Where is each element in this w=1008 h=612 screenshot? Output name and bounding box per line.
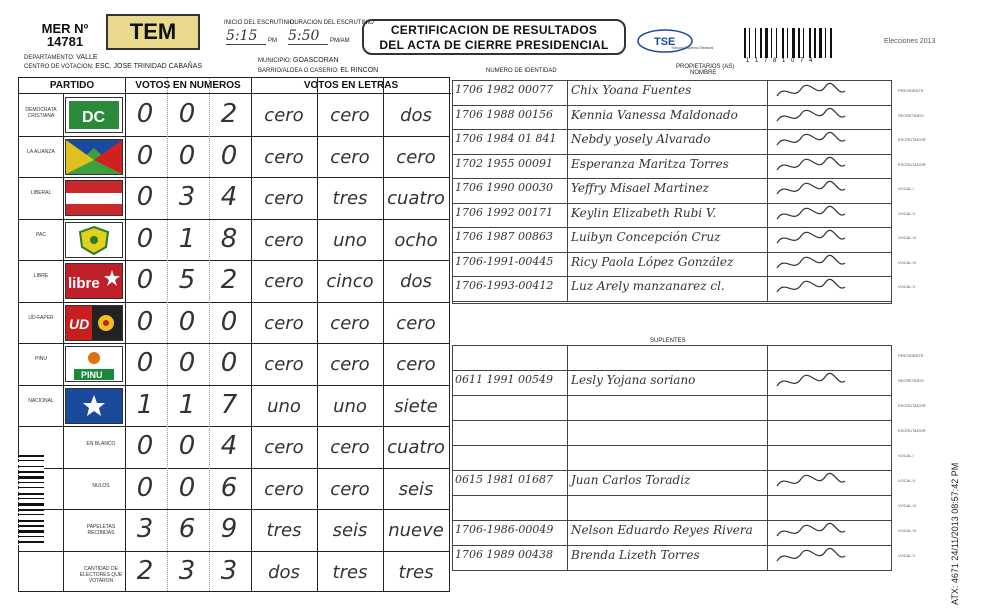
vote-word: cero — [264, 271, 304, 292]
pinu-logo — [65, 346, 123, 382]
vote-word: cero — [264, 478, 304, 500]
vote-digit: 0 — [136, 182, 154, 212]
col-name-header: NOMBRE — [690, 70, 717, 76]
signature — [771, 155, 851, 176]
party-name: LIBRE — [33, 273, 49, 279]
member-id: 0611 1991 00549 — [455, 373, 553, 386]
member-id: 0615 1981 01687 — [455, 473, 553, 486]
member-name: Juan Carlos Toradiz — [571, 473, 691, 487]
row-label: CANTIDAD DE ELECTORES QUE VOTARON — [79, 565, 123, 584]
vote-digit: 0 — [136, 306, 154, 337]
member-id: 1702 1955 00091 — [455, 156, 553, 170]
vote-word: cero — [330, 146, 370, 168]
party-name: DEMOCRATA CRISTIANA — [25, 107, 57, 119]
vote-digit: 9 — [220, 514, 238, 544]
vote-word: dos — [400, 105, 432, 126]
col-prop-header: PROPIETARIOS (AS) — [676, 64, 735, 70]
members-table — [452, 80, 892, 304]
member-role: ESCRUTADOR — [898, 161, 926, 167]
col-letras-header: VOTOS EN LETRAS — [251, 78, 451, 94]
vote-digit: 1 — [178, 389, 196, 420]
party-name: PAC — [36, 231, 46, 238]
vote-word: cuatro — [387, 188, 445, 209]
member-row — [453, 155, 891, 180]
tse-logo — [636, 28, 714, 54]
member-role: VOCAL III — [898, 503, 916, 508]
member-role: ESCRUTADOR — [898, 428, 926, 433]
vote-digit: 3 — [178, 555, 196, 586]
vote-word: ocho — [394, 229, 438, 251]
vote-digit: 0 — [178, 431, 196, 461]
ud-logo — [65, 305, 123, 341]
col-numeros-header: VOTOS EN NUMEROS — [125, 78, 251, 94]
member-role: VOCAL III — [898, 235, 916, 240]
party-name: LA ALIANZA — [27, 148, 55, 155]
member-name: Luibyn Concepción Cruz — [571, 230, 721, 244]
member-role: VOCAL II — [898, 478, 915, 483]
member-row — [453, 253, 891, 278]
member-name: Lesly Yojana soriano — [571, 373, 696, 387]
member-name: Yeffry Misael Martinez — [571, 181, 709, 195]
member-role: VOCAL I — [898, 186, 914, 191]
vote-digit: 2 — [220, 99, 238, 129]
signature — [771, 81, 851, 102]
vote-digit: 5 — [178, 265, 196, 295]
alianza-logo — [65, 139, 123, 175]
vote-word: siete — [394, 395, 438, 417]
municipio-row: MUNICIPIO: GOASCORAN — [258, 57, 339, 64]
time-start-ampm: PM — [268, 38, 277, 44]
liberal-logo — [65, 180, 123, 216]
vote-digit: 0 — [178, 472, 196, 503]
member-row — [453, 521, 891, 546]
vote-digit: 0 — [136, 348, 154, 378]
svg-text:Tribunal Supremo Electoral: Tribunal Supremo Electoral — [671, 46, 714, 50]
member-id: 1706-1991-00445 — [455, 254, 554, 268]
member-name: Kennia Vanessa Maldonado — [571, 107, 738, 122]
vote-word: cero — [330, 312, 370, 334]
suplentes-label: SUPLENTES — [650, 338, 686, 344]
vote-word: cero — [330, 354, 370, 375]
vote-word: uno — [333, 395, 367, 417]
vote-word: tres — [266, 520, 302, 541]
member-role: PRESIDENTE — [898, 353, 924, 358]
vote-digit: 0 — [136, 431, 154, 461]
vote-digit: 0 — [220, 306, 238, 337]
member-id: 1706 1984 01 841 — [455, 132, 557, 145]
vote-digit: 4 — [220, 182, 238, 212]
elecciones-logo: Elecciones 2013 — [884, 38, 936, 45]
member-row — [453, 546, 891, 571]
member-row — [453, 371, 891, 396]
vote-digit: 1 — [178, 223, 196, 254]
vote-digit: 2 — [220, 265, 238, 295]
inicio-label: INICIO DEL ESCRUTINIO: — [224, 20, 296, 26]
signature — [771, 371, 851, 392]
vote-word: cinco — [326, 271, 374, 292]
member-id: 1706 1989 00438 — [455, 548, 553, 561]
member-role: VOCAL IV — [898, 528, 917, 533]
vote-word: dos — [268, 561, 300, 583]
member-name: Keylin Elizabeth Rubi V. — [571, 205, 717, 220]
member-row — [453, 277, 891, 302]
vote-word: dos — [400, 271, 432, 292]
member-id: 1706-1986-00049 — [455, 523, 554, 536]
libre-logo — [65, 263, 123, 299]
svg-text:DC: DC — [82, 109, 106, 126]
svg-text:libre: libre — [68, 275, 100, 292]
vote-digit: 1 — [136, 389, 154, 420]
vote-digit: 0 — [136, 265, 154, 295]
side-barcode — [18, 455, 44, 575]
vote-word: cuatro — [387, 437, 445, 458]
barcode-number: 1 1 7 8 1 0 7 4 — [746, 58, 815, 64]
member-id: 1706 1982 00077 — [455, 83, 553, 96]
member-row — [453, 106, 891, 131]
vote-word: seis — [332, 520, 368, 541]
tem-badge: TEM — [106, 14, 200, 50]
row-label: EN BLANCO — [86, 441, 116, 447]
vote-word: tres — [332, 188, 368, 209]
results-table — [18, 77, 450, 592]
vote-word: uno — [267, 395, 301, 417]
vote-word: tres — [398, 561, 434, 583]
member-row — [453, 346, 891, 371]
member-name: Brenda Lizeth Torres — [571, 548, 700, 562]
vote-digit: 0 — [178, 99, 196, 129]
vote-digit: 6 — [220, 472, 238, 503]
svg-text:TSE: TSE — [654, 36, 676, 48]
member-name: Ricy Paola López González — [571, 254, 734, 269]
mer-label: MER Nº 14781 — [30, 22, 100, 48]
mer-number: 14781 — [46, 34, 84, 49]
barrio-row: BARRIO/ALDEA O CASERIO: EL RINCON — [258, 67, 379, 74]
timestamp-stamp: ATX: 4671 24/11/2013 08:57:42 PM — [950, 462, 960, 605]
vote-digit: 0 — [178, 348, 196, 378]
vote-word: cero — [396, 146, 436, 168]
member-row — [453, 179, 891, 204]
vote-word: cero — [264, 229, 304, 251]
vote-word: tres — [332, 561, 368, 583]
vote-word: cero — [264, 354, 304, 375]
party-name: NACIONAL — [28, 397, 54, 404]
document-title: CERTIFICACION DE RESULTADOS DEL ACTA DE CIERRE PRESIDENCIAL — [362, 19, 626, 55]
member-name: Nebdy yosely Alvarado — [571, 132, 711, 146]
signature — [771, 179, 851, 200]
vote-word: cero — [264, 312, 304, 334]
member-role: VOCAL V — [898, 553, 916, 558]
vote-digit: 3 — [178, 182, 196, 212]
signature — [771, 130, 851, 151]
time-end: 5:50 — [288, 28, 328, 45]
member-row — [453, 471, 891, 496]
vote-word: cero — [396, 354, 436, 375]
vote-digit: 3 — [136, 514, 154, 544]
vote-word: cero — [330, 478, 370, 500]
vote-word: cero — [264, 188, 304, 209]
vote-word: cero — [396, 312, 436, 334]
row-label: PAPELETAS RECIBIDAS — [86, 524, 116, 536]
member-row — [453, 421, 891, 446]
member-role: SECRETARIO — [898, 378, 924, 383]
vote-digit: 0 — [136, 472, 154, 503]
member-name: Nelson Eduardo Reyes Rivera — [571, 523, 753, 537]
vote-word: cero — [330, 105, 370, 126]
member-role: VOCAL V — [898, 284, 916, 289]
duracion-label: DURACION DEL ESCRUTINIO — [290, 20, 374, 26]
member-id: 1706-1993-00412 — [455, 279, 554, 292]
time-start: 5:15 — [226, 28, 266, 45]
vote-digit: 0 — [220, 348, 238, 378]
svg-text:UD: UD — [69, 315, 90, 332]
vote-digit: 4 — [220, 431, 238, 461]
member-row — [453, 396, 891, 421]
member-name: Chix Yoana Fuentes — [571, 83, 692, 97]
vote-word: uno — [333, 229, 367, 251]
member-role: PRESIDENTE — [898, 88, 924, 93]
suplentes-table — [452, 345, 892, 571]
svg-text:PINU: PINU — [81, 370, 103, 380]
party-name: UD-FAPER — [28, 314, 54, 321]
vote-digit: 0 — [220, 140, 238, 171]
vote-word: cero — [264, 146, 304, 168]
signature — [771, 277, 851, 298]
barcode — [744, 28, 844, 58]
member-row — [453, 446, 891, 471]
vote-digit: 0 — [136, 140, 154, 171]
vote-digit: 7 — [220, 389, 238, 420]
signature — [771, 521, 851, 542]
vote-digit: 0 — [136, 223, 154, 254]
member-role: VOCAL I — [898, 453, 914, 458]
member-id: 1706 1987 00863 — [455, 230, 553, 243]
vote-word: cero — [330, 437, 370, 458]
member-id: 1706 1988 00156 — [455, 107, 553, 121]
vote-digit: 2 — [136, 555, 154, 586]
vote-digit: 6 — [178, 514, 196, 544]
departamento-row: DEPARTAMENTO: VALLE — [24, 54, 98, 61]
party-name: LIBERAL — [30, 190, 52, 196]
signature — [771, 106, 851, 127]
vote-word: cero — [264, 105, 304, 126]
member-role: VOCAL II — [898, 210, 915, 216]
vote-digit: 3 — [220, 555, 238, 586]
member-role: SECRETARIO — [898, 112, 924, 118]
signature — [771, 228, 851, 249]
row-label: NULOS — [92, 482, 110, 489]
vote-digit: 0 — [178, 140, 196, 171]
signature — [771, 253, 851, 274]
member-role: ESCRUTADOR — [898, 137, 926, 142]
nacional-logo — [65, 388, 123, 424]
time-end-ampm: PM/AM — [330, 38, 350, 44]
member-name: Esperanza Maritza Torres — [571, 156, 729, 171]
vote-digit: 0 — [136, 99, 154, 129]
centro-row: CENTRO DE VOTACION: ESC. JOSE TRINIDAD CABAÑAS — [24, 63, 203, 70]
pac-logo — [65, 222, 123, 258]
member-row — [453, 228, 891, 253]
member-row — [453, 204, 891, 229]
member-id: 1706 1992 00171 — [455, 205, 553, 219]
dc-logo — [65, 97, 123, 133]
vote-word: seis — [398, 478, 434, 500]
member-role: VOCAL IV — [898, 259, 917, 265]
party-name: PINU — [35, 356, 47, 362]
vote-digit: 0 — [178, 306, 196, 337]
member-id: 1706 1990 00030 — [455, 181, 553, 194]
signature — [771, 204, 851, 225]
vote-word: cero — [264, 437, 304, 458]
member-row — [453, 130, 891, 155]
col-partido-header: PARTIDO — [19, 78, 125, 94]
signature — [771, 546, 851, 567]
member-role: ESCRUTADOR — [898, 403, 926, 408]
col-id-header: NUMERO DE IDENTIDAD — [486, 68, 557, 74]
signature — [771, 471, 851, 492]
member-row — [453, 81, 891, 106]
member-name: Luz Arely manzanarez cl. — [571, 279, 725, 293]
member-row — [453, 496, 891, 521]
vote-word: nueve — [388, 520, 444, 541]
vote-digit: 8 — [220, 223, 238, 254]
